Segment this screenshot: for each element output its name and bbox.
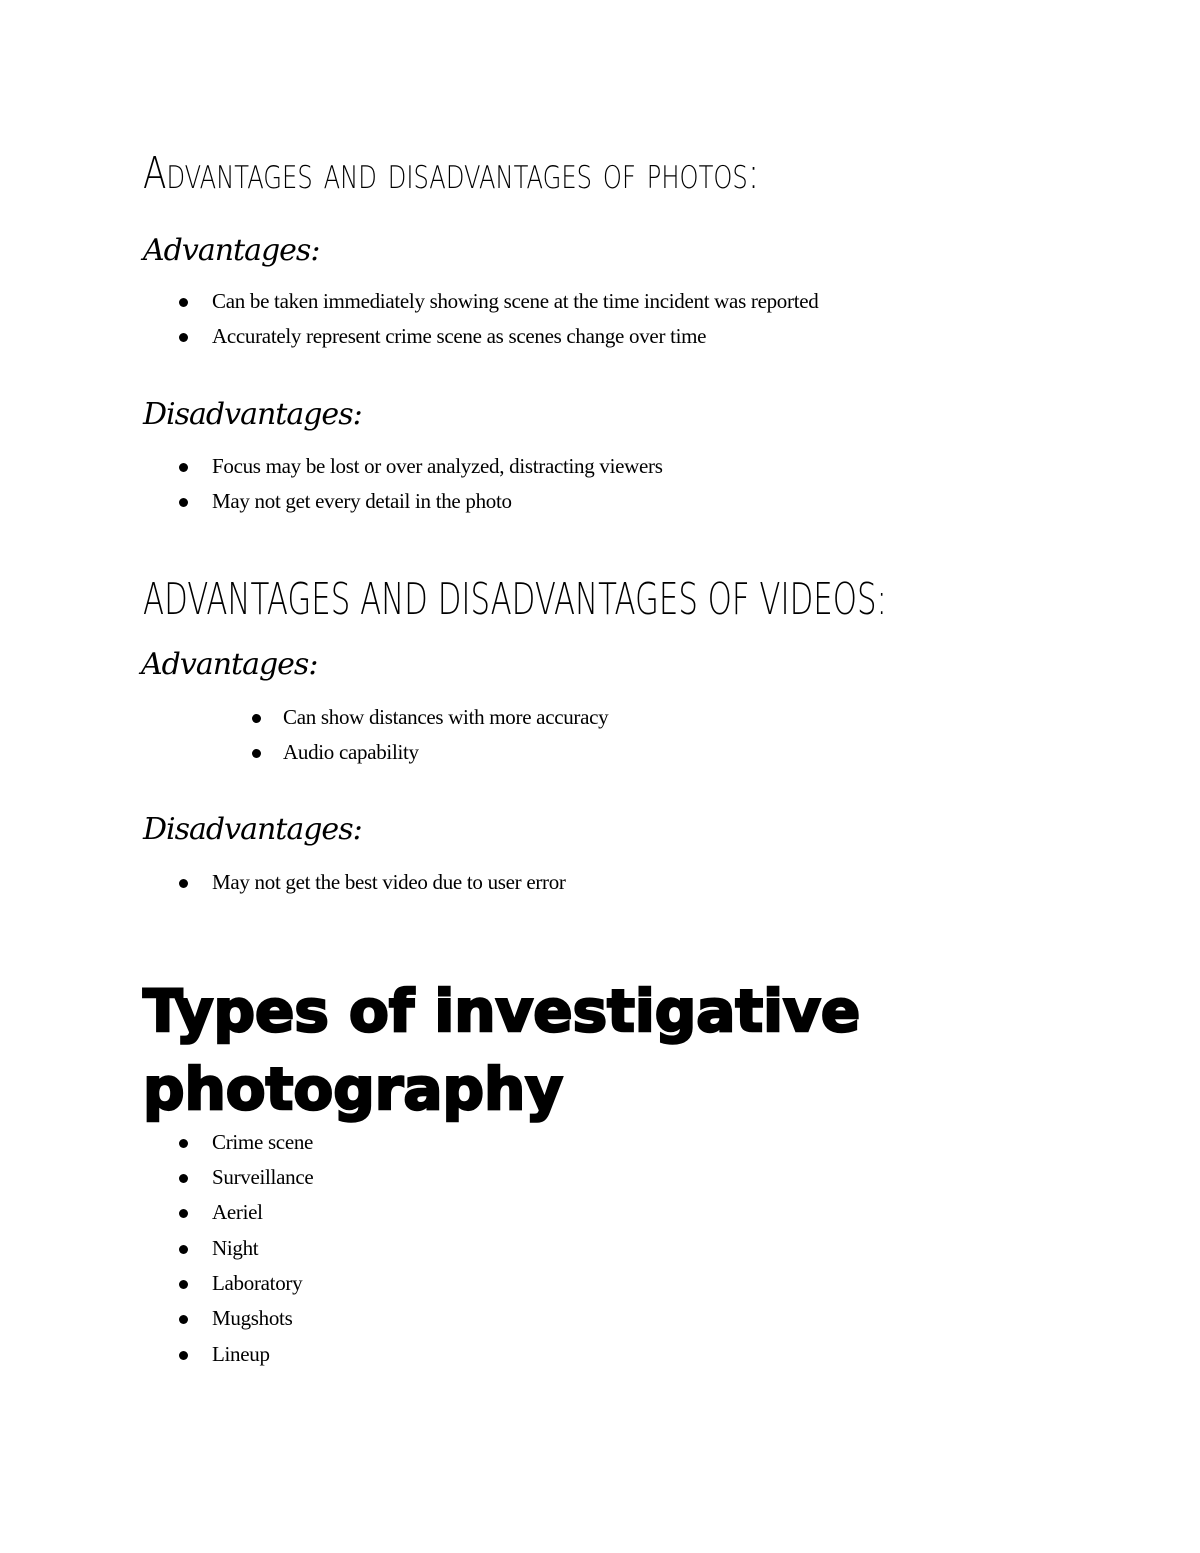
photos-advantages-label: Advantages: xyxy=(143,233,320,268)
videos-heading: ADVANTAGES AND DISADVANTAGES OF VIDEOS: xyxy=(143,574,887,625)
photos-heading: Advantages and disadvantages of photos: xyxy=(143,148,760,199)
photos-advantage-item: Accurately represent crime scene as scenes change over time xyxy=(212,324,707,348)
photos-disadvantage-item: Focus may be lost or over analyzed, distracting viewers xyxy=(212,454,663,478)
types-list-item: Crime scene xyxy=(212,1130,314,1154)
photos-disadvantage-item: May not get every detail in the photo xyxy=(212,489,512,513)
videos-disadvantages-label: Disadvantages: xyxy=(143,812,362,847)
videos-advantage-item: Audio capability xyxy=(283,740,419,764)
types-list-item: Lineup xyxy=(212,1342,270,1366)
types-heading-line-2: photography xyxy=(143,1055,564,1123)
videos-disadvantage-item: May not get the best video due to user error xyxy=(212,870,566,894)
types-list-item: Surveillance xyxy=(212,1165,314,1189)
videos-advantage-item: Can show distances with more accuracy xyxy=(283,705,609,729)
bullet-icon xyxy=(252,749,261,758)
videos-advantages-label: Advantages: xyxy=(141,647,318,682)
types-heading-line-1: Types of investigative xyxy=(143,977,861,1045)
bullet-icon xyxy=(179,463,188,472)
bullet-icon xyxy=(179,298,188,307)
bullet-icon xyxy=(179,498,188,507)
bullet-icon xyxy=(179,1174,188,1183)
bullet-icon xyxy=(179,1351,188,1360)
bullet-icon xyxy=(179,1280,188,1289)
bullet-icon xyxy=(179,1315,188,1324)
types-list-item: Aeriel xyxy=(212,1200,263,1224)
photos-disadvantages-label: Disadvantages: xyxy=(143,397,362,432)
bullet-icon xyxy=(179,1209,188,1218)
bullet-icon xyxy=(179,879,188,888)
types-list-item: Laboratory xyxy=(212,1271,303,1295)
bullet-icon xyxy=(179,1245,188,1254)
types-list-item: Mugshots xyxy=(212,1306,293,1330)
bullet-icon xyxy=(179,1139,188,1148)
bullet-icon xyxy=(179,333,188,342)
types-list-item: Night xyxy=(212,1236,259,1260)
photos-advantage-item: Can be taken immediately showing scene at the time incident was reported xyxy=(212,289,819,313)
bullet-icon xyxy=(252,714,261,723)
